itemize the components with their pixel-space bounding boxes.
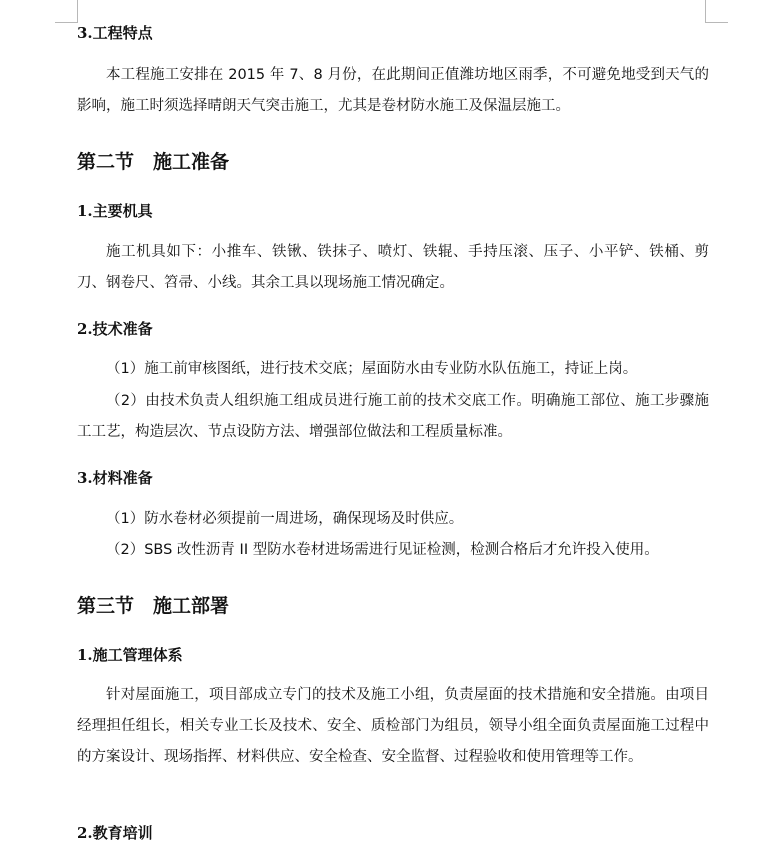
paragraph-management-system: 针对屋面施工，项目部成立专门的技术及施工小组，负责屋面的技术措施和安全措施。由项目经理担任组长，相关专业工长及技术、安全、质检部门为组员，领导小组全面负责屋面施工过程中的方案设计、现场指挥、材料供应、安全检查、安全监督、过程验收和使用管理等工作。 <box>77 687 709 765</box>
heading-technical-preparation: 2.技术准备 <box>77 320 153 338</box>
heading-material-preparation: 3.材料准备 <box>77 469 153 487</box>
list-item-technical-1: （1）施工前审核图纸，进行技术交底；屋面防水由专业防水队伍施工，持证上岗。 <box>106 361 638 377</box>
heading-main-equipment: 1.主要机具 <box>77 202 153 220</box>
heading-management-system: 1.施工管理体系 <box>77 646 183 664</box>
paragraph-main-equipment: 施工机具如下：小推车、铁锹、铁抹子、喷灯、铁辊、手持压滚、压子、小平铲、铁桶、剪刀、钢卷尺、笤帚、小线。其余工具以现场施工情况确定。 <box>77 244 709 291</box>
list-item-material-1: （1）防水卷材必须提前一周进场，确保现场及时供应。 <box>106 511 464 527</box>
list-item-material-2: （2）SBS 改性沥青 II 型防水卷材进场需进行见证检测，检测合格后才允许投入使用。 <box>106 542 659 558</box>
section-title-construction-deployment: 第三节 施工部署 <box>77 595 230 617</box>
heading-education-training: 2.教育培训 <box>77 824 153 842</box>
page-corner-mark-right <box>705 0 728 23</box>
section-title-construction-preparation: 第二节 施工准备 <box>77 151 230 173</box>
page-corner-mark-left <box>55 0 78 23</box>
paragraph-project-features: 本工程施工安排在 2015 年 7、8 月份，在此期间正值潍坊地区雨季，不可避免地受到天气的影响，施工时须选择晴朗天气突击施工，尤其是卷材防水施工及保温层施工。 <box>77 67 709 114</box>
heading-project-features: 3.工程特点 <box>77 24 153 42</box>
list-item-technical-2: （2）由技术负责人组织施工组成员进行施工前的技术交底工作。明确施工部位、施工步骤施工工艺，构造层次、节点设防方法、增强部位做法和工程质量标准。 <box>77 393 709 440</box>
